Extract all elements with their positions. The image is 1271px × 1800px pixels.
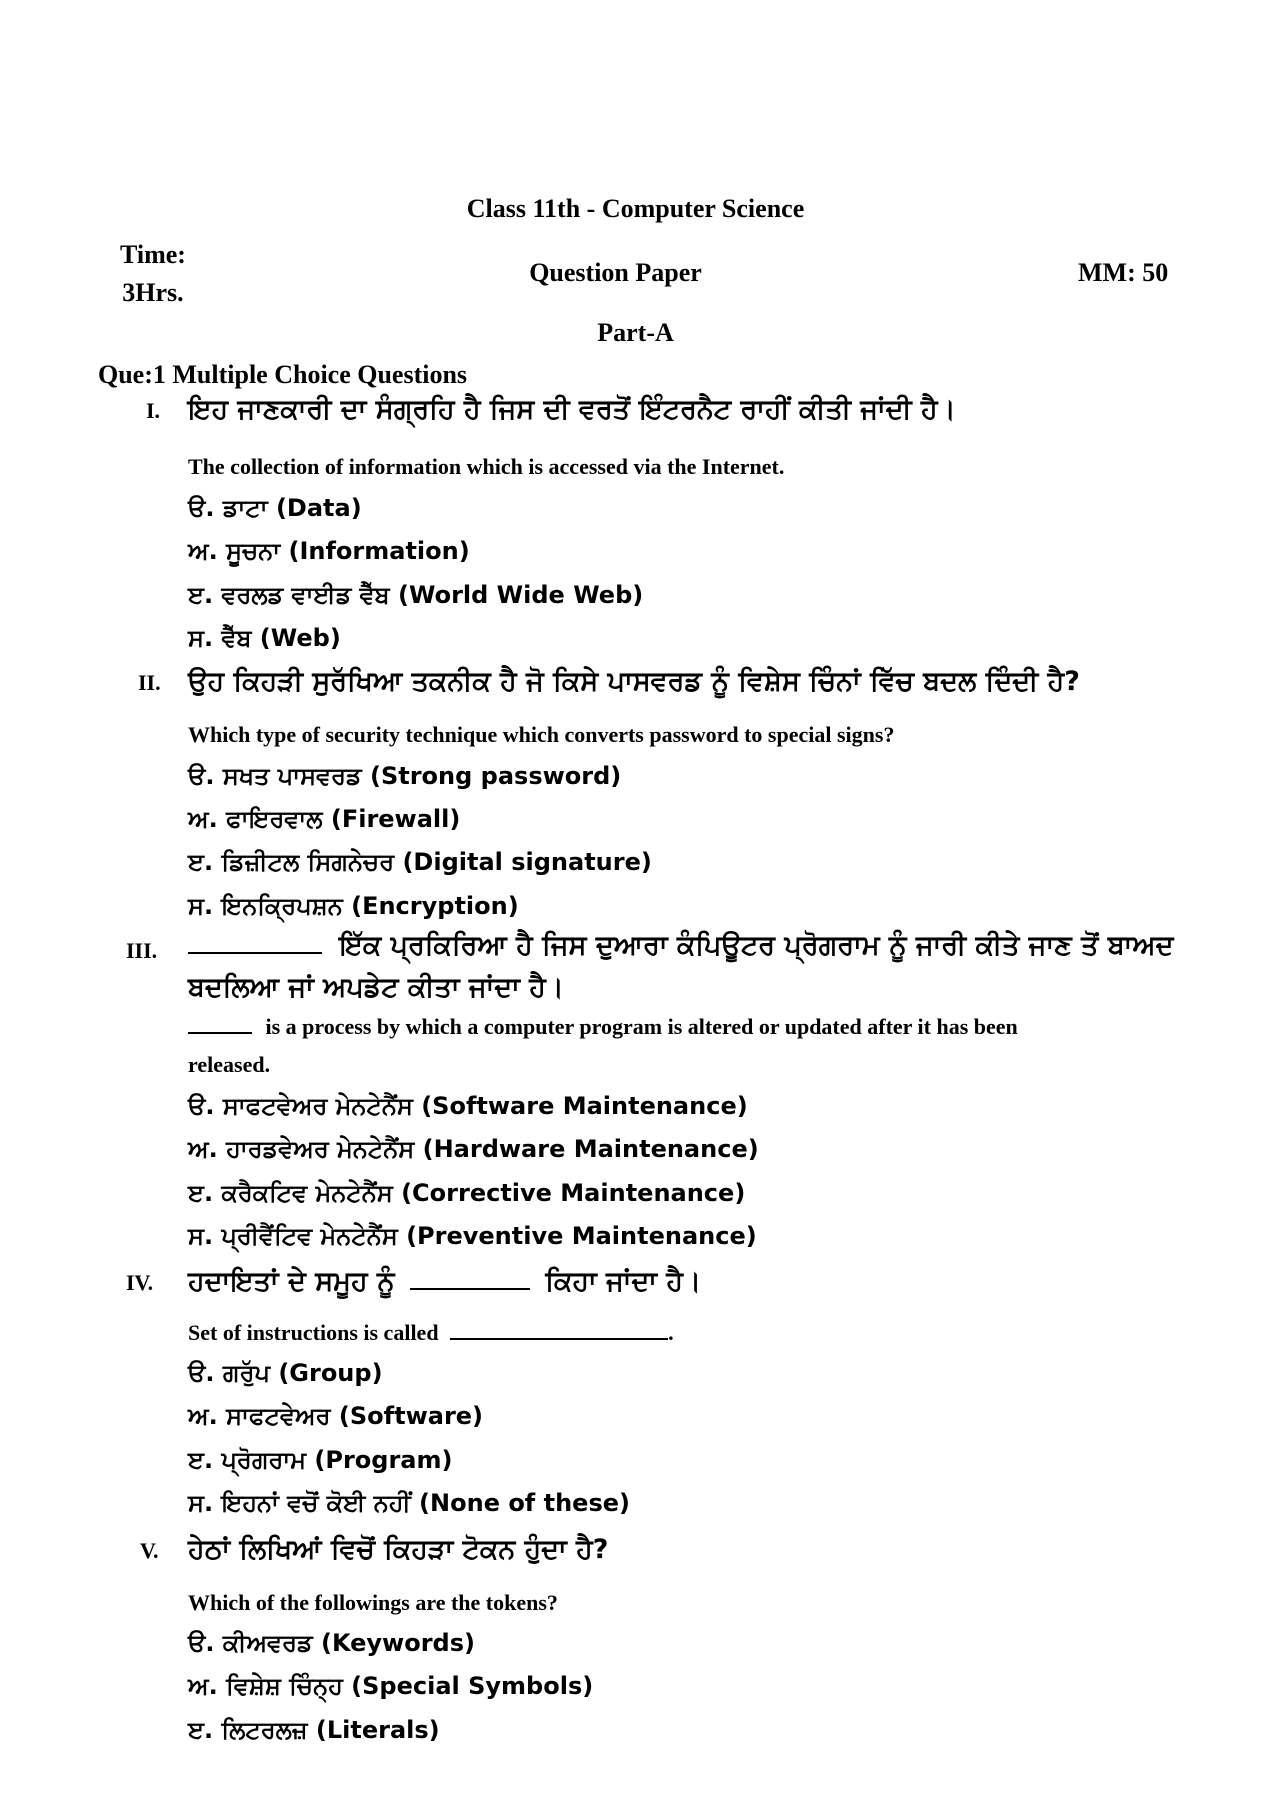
option-d: ਸ. ਪ੍ਰੀਵੈਂਟਿਵ ਮੇਨਟੇਨੈਂਸ (Preventive Maintenance) xyxy=(188,1222,757,1250)
option-c: ੲ. ਕਰੈਕਟਿਵ ਮੇਨਟੇਨੈਂਸ (Corrective Maintenance) xyxy=(188,1179,746,1207)
option-a: ੳ. ਸਖਤ ਪਾਸਵਰਡ (Strong password) xyxy=(188,762,622,790)
paper-subtitle: Question Paper xyxy=(529,258,702,287)
question-text-english: Which type of security technique which converts password to special signs? xyxy=(188,722,895,747)
question-number: V. xyxy=(140,1538,159,1563)
question-text-punjabi-line-1: ਇੱਕ ਪ੍ਰਕਿਰਿਆ ਹੈ ਜਿਸ ਦੁਆਰਾ ਕੰਪਿਊਟਰ ਪ੍ਰੋਗਰਾਮ ਨੂੰ ਜਾਰੀ ਕੀਤੇ ਜਾਣ ਤੋਂ ਬਾਅਦ xyxy=(188,930,1173,962)
option-c: ੲ. ਲਿਟਰਲਜ਼ (Literals) xyxy=(188,1716,440,1744)
option-a: ੳ. ਡਾਟਾ (Data) xyxy=(188,494,362,522)
option-d: ਸ. ਵੈੱਬ (Web) xyxy=(188,624,341,652)
time-value: 3Hrs. xyxy=(122,278,184,307)
option-d: ਸ. ਇਨਕ੍ਰਿਪਸ਼ਨ (Encryption) xyxy=(188,892,519,920)
question-text-english: The collection of information which is accessed via the Internet. xyxy=(188,454,785,479)
question-number: I. xyxy=(146,398,161,423)
question-text-punjabi: ਹੇਠਾਂ ਲਿਖਿਆਂ ਵਿਚੋਂ ਕਿਹੜਾ ਟੋਕਨ ਹੁੰਦਾ ਹੈ? xyxy=(188,1534,609,1565)
section-heading: Que:1 Multiple Choice Questions xyxy=(98,360,468,389)
answer-blank xyxy=(410,1287,530,1290)
question-text-punjabi: ਹਦਾਇਤਾਂ ਦੇ ਸਮੂਹ ਨੂੰ ਕਿਹਾ ਜਾਂਦਾ ਹੈ। xyxy=(188,1266,702,1297)
question-text-punjabi: ਉਹ ਕਿਹੜੀ ਸੁਰੱਖਿਆ ਤਕਨੀਕ ਹੈ ਜੋ ਕਿਸੇ ਪਾਸਵਰਡ ਨੂੰ ਵਿਸ਼ੇਸ ਚਿੰਨਾਂ ਵਿੱਚ ਬਦਲ ਦਿੰਦੀ ਹੈ? xyxy=(188,666,1080,697)
question-text-english-line-1: is a process by which a computer program is altered or updated after it has been xyxy=(188,1014,1018,1040)
answer-blank xyxy=(188,951,322,954)
part-heading: Part-A xyxy=(597,318,674,347)
question-text-punjabi-line-2: ਬਦਲਿਆ ਜਾਂ ਅਪਡੇਟ ਕੀਤਾ ਜਾਂਦਾ ਹੈ। xyxy=(188,972,564,1003)
question-text-english-line-2: released. xyxy=(188,1052,271,1077)
option-d: ਸ. ਇਹਨਾਂ ਵਚੋਂ ਕੋਈ ਨਹੀਂ (None of these) xyxy=(188,1489,630,1517)
question-number: IV. xyxy=(126,1270,154,1295)
option-b: ਅ. ਸੂਚਨਾ (Information) xyxy=(188,537,470,565)
answer-blank xyxy=(188,1031,252,1034)
paper-title: Class 11th - Computer Science xyxy=(466,194,805,223)
max-marks: MM: 50 xyxy=(1078,258,1169,287)
question-text-english: Which of the followings are the tokens? xyxy=(188,1590,558,1615)
option-b: ਅ. ਹਾਰਡਵੇਅਰ ਮੇਨਟੇਨੈਂਸ (Hardware Maintenance) xyxy=(188,1135,759,1163)
answer-blank xyxy=(450,1337,668,1340)
question-text-english: Set of instructions is called . xyxy=(188,1320,674,1345)
question-number: II. xyxy=(138,670,161,695)
time-label: Time: xyxy=(120,240,186,269)
option-c: ੲ. ਪ੍ਰੋਗਰਾਮ (Program) xyxy=(188,1446,453,1474)
option-b: ਅ. ਸਾਫਟਵੇਅਰ (Software) xyxy=(188,1402,484,1430)
question-number: III. xyxy=(126,938,158,963)
option-b: ਅ. ਫਾਇਰਵਾਲ (Firewall) xyxy=(188,805,461,833)
question-text-punjabi: ਇਹ ਜਾਣਕਾਰੀ ਦਾ ਸੰਗ੍ਰਹਿ ਹੈ ਜਿਸ ਦੀ ਵਰਤੋਂ ਇੰਟਰਨੈਟ ਰਾਹੀਂ ਕੀਤੀ ਜਾਂਦੀ ਹੈ। xyxy=(188,394,956,425)
option-c: ੲ. ਵਰਲਡ ਵਾਈਡ ਵੈੱਬ (World Wide Web) xyxy=(188,581,644,609)
option-a: ੳ. ਗਰੁੱਪ (Group) xyxy=(188,1359,383,1387)
option-b: ਅ. ਵਿਸ਼ੇਸ਼ ਚਿੰਨ੍ਹ (Special Symbols) xyxy=(188,1672,594,1700)
option-a: ੳ. ਕੀਅਵਰਡ (Keywords) xyxy=(188,1629,475,1657)
option-a: ੳ. ਸਾਫਟਵੇਅਰ ਮੇਨਟੇਨੈਂਸ (Software Maintenance) xyxy=(188,1092,748,1120)
option-c: ੲ. ਡਿਜ਼ੀਟਲ ਸਿਗਨੇਚਰ (Digital signature) xyxy=(188,848,652,876)
